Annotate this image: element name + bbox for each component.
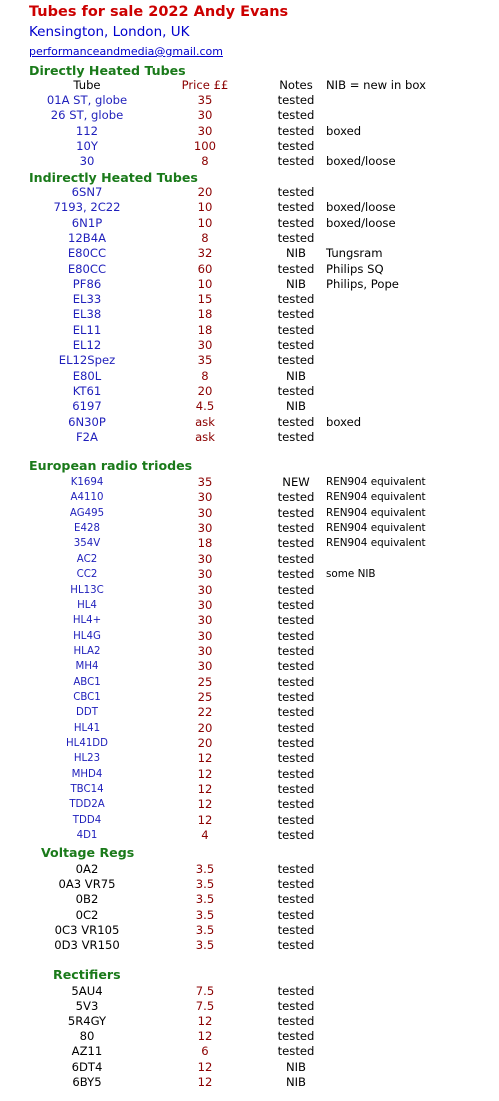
tube-name: E80CC [67, 246, 107, 261]
tube-price: 10 [197, 200, 213, 215]
table-row [0, 185, 499, 200]
tube-notes: tested [277, 490, 315, 505]
tube-price: 20 [197, 185, 213, 199]
tube-name: MHD4 [71, 768, 103, 780]
tube-notes: tested [277, 938, 315, 952]
table-row [0, 1044, 499, 1059]
tube-notes: tested [277, 862, 315, 876]
tube-extra-note: REN904 equivalent [326, 491, 426, 504]
tube-name: F2A [76, 429, 98, 444]
tube-price: 30 [197, 613, 213, 628]
nib-legend: NIB = new in box [326, 78, 426, 92]
tube-name: EL12 [72, 338, 102, 352]
tube-name: 0C3 VR105 [54, 922, 120, 937]
tube-notes: tested [277, 230, 315, 245]
table-row [0, 813, 499, 828]
tube-name: EL11 [72, 322, 102, 337]
column-header-tube: Tube [73, 78, 101, 92]
tube-extra-note: some NIB [326, 568, 376, 581]
tube-price: 30 [197, 551, 213, 566]
table-row [0, 583, 499, 598]
tube-price: 30 [197, 123, 213, 138]
tube-notes: tested [277, 536, 315, 551]
table-row [0, 1075, 499, 1090]
tube-name: 0C2 [75, 907, 99, 922]
tube-notes: tested [277, 338, 315, 352]
table-row [0, 399, 499, 414]
table-row [0, 767, 499, 782]
tube-name: 6DT4 [71, 1059, 103, 1074]
table-row [0, 277, 499, 292]
tube-name: CC2 [76, 569, 98, 581]
table-row [0, 721, 499, 736]
tube-notes: tested [277, 200, 315, 215]
tube-name: PF86 [72, 276, 102, 291]
tube-price: 25 [197, 689, 213, 704]
section-heading: Indirectly Heated Tubes [29, 170, 198, 185]
table-row [0, 154, 499, 169]
tube-name: HL23 [73, 753, 101, 765]
tube-notes: NIB [285, 1059, 307, 1074]
tube-price: 12 [197, 797, 213, 812]
table-row [0, 216, 499, 231]
tube-name: 80 [79, 1029, 95, 1044]
tube-notes: NIB [285, 276, 307, 291]
table-row [0, 307, 499, 322]
table-row [0, 353, 499, 368]
tube-name: AG495 [69, 507, 105, 519]
tube-name: EL33 [72, 292, 102, 307]
tube-notes: tested [277, 215, 315, 230]
tube-name: 5AU4 [71, 984, 103, 998]
table-row [0, 1029, 499, 1044]
table-row [0, 139, 499, 154]
tube-name: 5R4GY [67, 1014, 107, 1029]
tube-price: 7.5 [195, 999, 215, 1014]
tube-notes: NIB [285, 246, 307, 261]
tube-notes: tested [277, 567, 315, 582]
tube-notes: tested [277, 720, 315, 735]
column-header-row [0, 78, 499, 93]
tube-notes: tested [277, 429, 315, 444]
table-row [0, 108, 499, 123]
tube-extra-note: boxed/loose [326, 215, 396, 230]
tube-notes: tested [277, 907, 315, 922]
tube-name: 6N1P [71, 215, 103, 230]
tube-extra-note: REN904 equivalent [326, 522, 426, 534]
tube-notes: tested [277, 877, 315, 892]
tube-price: 6 [201, 1044, 209, 1059]
tube-price: 12 [197, 812, 213, 827]
page-title: Tubes for sale 2022 Andy Evans [29, 4, 289, 20]
tube-name: HL13C [70, 584, 104, 596]
tube-name: 5V3 [75, 999, 99, 1014]
table-row [0, 613, 499, 628]
table-row [0, 521, 499, 536]
tube-name: 10Y [76, 138, 98, 153]
tube-name: E80CC [67, 261, 107, 276]
table-row [0, 292, 499, 307]
tube-name: TBC14 [70, 784, 104, 795]
table-row [0, 124, 499, 139]
tube-name: 354V [73, 538, 101, 550]
table-row [0, 938, 499, 953]
tube-extra-note: Tungsram [326, 246, 383, 261]
tube-price: 12 [197, 751, 213, 766]
tube-name: E428 [74, 523, 100, 534]
tube-price: 12 [197, 782, 213, 796]
tube-price: 12 [197, 766, 213, 781]
tube-price: 12 [197, 1074, 213, 1089]
table-row [0, 923, 499, 938]
tube-notes: tested [277, 123, 315, 138]
tube-notes: tested [277, 185, 315, 199]
tube-name: TDD2A [69, 799, 105, 811]
tube-notes: tested [277, 812, 315, 827]
tube-notes: tested [277, 138, 315, 153]
tube-notes: tested [277, 1014, 315, 1029]
tube-price: 10 [197, 276, 213, 291]
table-row [0, 200, 499, 215]
tube-notes: tested [277, 582, 315, 597]
tube-extra-note: boxed/loose [326, 154, 396, 169]
tube-price: 100 [193, 138, 217, 153]
tube-notes: tested [277, 521, 315, 535]
tube-price: 7.5 [195, 984, 215, 998]
table-row [0, 490, 499, 505]
tube-price: 12 [197, 1029, 213, 1044]
tube-notes: tested [277, 892, 315, 907]
table-row [0, 675, 499, 690]
table-row [0, 690, 499, 705]
tube-name: EL12Spez [58, 353, 116, 368]
tube-name: 0B2 [75, 892, 99, 907]
table-row [0, 246, 499, 261]
tube-name: HL41 [73, 722, 101, 734]
table-row [0, 384, 499, 399]
tube-notes: tested [277, 766, 315, 781]
tube-price: 22 [197, 705, 213, 720]
tube-name: 01A ST, globe [46, 93, 128, 107]
tube-name: K1694 [70, 477, 104, 488]
tube-name: 30 [79, 154, 95, 169]
tube-name: 26 ST, globe [50, 108, 124, 123]
table-row [0, 430, 499, 445]
table-row [0, 877, 499, 892]
tube-notes: NIB [285, 399, 307, 414]
tube-price: 32 [197, 246, 213, 261]
table-row [0, 552, 499, 567]
tube-notes: tested [277, 93, 315, 107]
table-row [0, 369, 499, 384]
tube-name: HLA2 [73, 645, 101, 657]
tube-price: 8 [201, 230, 209, 245]
tube-name: ABC1 [73, 676, 101, 688]
tube-price: 12 [197, 1059, 213, 1074]
tube-extra-note: REN904 equivalent [326, 476, 426, 488]
tube-notes: tested [277, 597, 315, 612]
tube-name: 12B4A [67, 230, 106, 245]
tube-name: 6SN7 [71, 185, 103, 199]
section-heading: Directly Heated Tubes [29, 63, 186, 78]
tube-price: 35 [197, 353, 213, 368]
tube-price: 30 [197, 597, 213, 612]
table-row [0, 598, 499, 613]
tube-notes: tested [277, 353, 315, 368]
tube-name: 0D3 VR150 [54, 938, 120, 952]
tube-notes: tested [277, 689, 315, 704]
tube-notes: tested [277, 322, 315, 337]
location-subtitle: Kensington, London, UK [29, 24, 190, 40]
tube-price: 25 [197, 674, 213, 689]
tube-notes: tested [277, 261, 315, 276]
tube-notes: tested [277, 999, 315, 1014]
tube-price: ask [195, 429, 215, 444]
tube-price: 20 [197, 720, 213, 735]
tube-price: 3.5 [195, 892, 215, 907]
tube-price: 30 [197, 108, 213, 123]
table-row [0, 231, 499, 246]
tube-name: AC2 [76, 553, 98, 565]
tube-notes: NIB [285, 1074, 307, 1089]
tube-name: E80L [72, 368, 102, 383]
table-row [0, 536, 499, 551]
tube-name: 6BY5 [72, 1074, 102, 1089]
table-row [0, 782, 499, 797]
tube-price: 15 [197, 292, 213, 307]
tube-name: MH4 [75, 661, 99, 673]
tube-price: 3.5 [195, 862, 215, 876]
tube-name: A4110 [70, 492, 104, 504]
tube-name: HL4 [77, 599, 97, 611]
tube-price: 30 [197, 338, 213, 352]
tube-name: EL38 [72, 307, 102, 322]
table-row [0, 751, 499, 766]
tube-notes: tested [277, 108, 315, 123]
tube-price: 18 [197, 322, 213, 337]
tube-notes: tested [277, 292, 315, 307]
tube-price: 3.5 [195, 938, 215, 952]
section-heading: European radio triodes [29, 458, 193, 473]
tube-price: 4 [201, 828, 209, 842]
table-row [0, 1014, 499, 1029]
tube-price: 4.5 [195, 399, 215, 414]
tube-notes: tested [277, 984, 315, 998]
table-row [0, 1060, 499, 1075]
tube-name: CBC1 [73, 691, 101, 703]
section-heading: Voltage Regs [41, 845, 135, 860]
tube-extra-note: REN904 equivalent [326, 537, 426, 550]
table-row [0, 567, 499, 582]
table-row [0, 644, 499, 659]
tube-notes: tested [277, 643, 315, 658]
tube-name: 6N30P [68, 414, 106, 429]
table-row [0, 323, 499, 338]
table-row [0, 415, 499, 430]
tube-price: 30 [197, 505, 213, 520]
table-row [0, 262, 499, 277]
tube-price: 3.5 [195, 922, 215, 937]
tube-price: 30 [197, 659, 213, 674]
tube-notes: tested [277, 736, 315, 750]
tube-name: DDT [76, 707, 98, 719]
table-row [0, 828, 499, 843]
tube-name: HL4G [73, 630, 101, 642]
table-row [0, 908, 499, 923]
tube-notes: NEW [282, 475, 310, 489]
tube-name: HL4+ [72, 615, 102, 627]
email-link[interactable]: performanceandmedia@gmail.com [29, 45, 223, 58]
tube-notes: tested [277, 1029, 315, 1044]
tube-notes: tested [277, 828, 315, 842]
tube-price: ask [195, 414, 215, 429]
tube-notes: tested [277, 659, 315, 674]
table-row [0, 506, 499, 521]
tube-price: 35 [197, 475, 213, 489]
tube-notes: tested [277, 154, 315, 169]
tube-price: 30 [197, 567, 213, 582]
tube-name: HL41DD [66, 738, 108, 749]
tube-notes: tested [277, 383, 315, 398]
tube-notes: tested [277, 782, 315, 796]
tube-price: 3.5 [195, 907, 215, 922]
table-row [0, 705, 499, 720]
tube-name: 6197 [72, 399, 102, 414]
tube-price: 8 [201, 368, 209, 383]
tube-price: 18 [197, 307, 213, 322]
tube-extra-note: Philips, Pope [326, 276, 399, 291]
tube-price: 8 [201, 154, 209, 169]
section-heading: Rectifiers [53, 967, 121, 982]
tube-notes: NIB [285, 368, 307, 383]
tube-price: 30 [197, 490, 213, 505]
table-row [0, 736, 499, 751]
tube-price: 12 [197, 1014, 213, 1029]
tube-extra-note: boxed/loose [326, 200, 396, 215]
tube-notes: tested [277, 551, 315, 566]
tube-name: 4D1 [76, 830, 98, 841]
tube-notes: tested [277, 751, 315, 766]
tube-notes: tested [277, 705, 315, 720]
tube-name: 0A2 [75, 862, 99, 876]
tube-notes: tested [277, 797, 315, 812]
table-row [0, 999, 499, 1014]
table-row [0, 984, 499, 999]
column-header-notes: Notes [279, 78, 313, 92]
tube-extra-note: boxed [326, 123, 362, 138]
tube-price: 10 [197, 215, 213, 230]
tube-price: 18 [197, 536, 213, 551]
table-row [0, 797, 499, 812]
tube-price: 30 [197, 521, 213, 535]
tube-price: 30 [197, 582, 213, 597]
tube-notes: tested [277, 307, 315, 322]
tube-notes: tested [277, 628, 315, 643]
tube-notes: tested [277, 1044, 315, 1059]
tube-notes: tested [277, 613, 315, 628]
tube-name: 0A3 VR75 [58, 877, 116, 892]
table-row [0, 892, 499, 907]
tube-price: 3.5 [195, 877, 215, 892]
table-row [0, 629, 499, 644]
tube-price: 60 [197, 261, 213, 276]
tube-name: TDD4 [72, 814, 102, 826]
table-row [0, 475, 499, 490]
tube-notes: tested [277, 674, 315, 689]
tube-extra-note: REN904 equivalent [326, 506, 426, 519]
tube-price: 20 [197, 383, 213, 398]
tube-name: 112 [75, 123, 99, 138]
table-row [0, 338, 499, 353]
tube-name: AZ11 [71, 1044, 103, 1059]
column-header-price: Price ££ [181, 78, 229, 92]
tube-notes: tested [277, 922, 315, 937]
tube-extra-note: boxed [326, 414, 362, 429]
tube-name: KT61 [72, 383, 102, 398]
tube-price: 30 [197, 628, 213, 643]
tube-notes: tested [277, 414, 315, 429]
tube-name: 7193, 2C22 [53, 200, 121, 215]
tube-price: 35 [197, 93, 213, 107]
table-row [0, 659, 499, 674]
tube-extra-note: Philips SQ [326, 261, 384, 276]
table-row [0, 93, 499, 108]
tube-price: 20 [197, 736, 213, 750]
tube-price: 30 [197, 643, 213, 658]
table-row [0, 862, 499, 877]
tube-notes: tested [277, 505, 315, 520]
